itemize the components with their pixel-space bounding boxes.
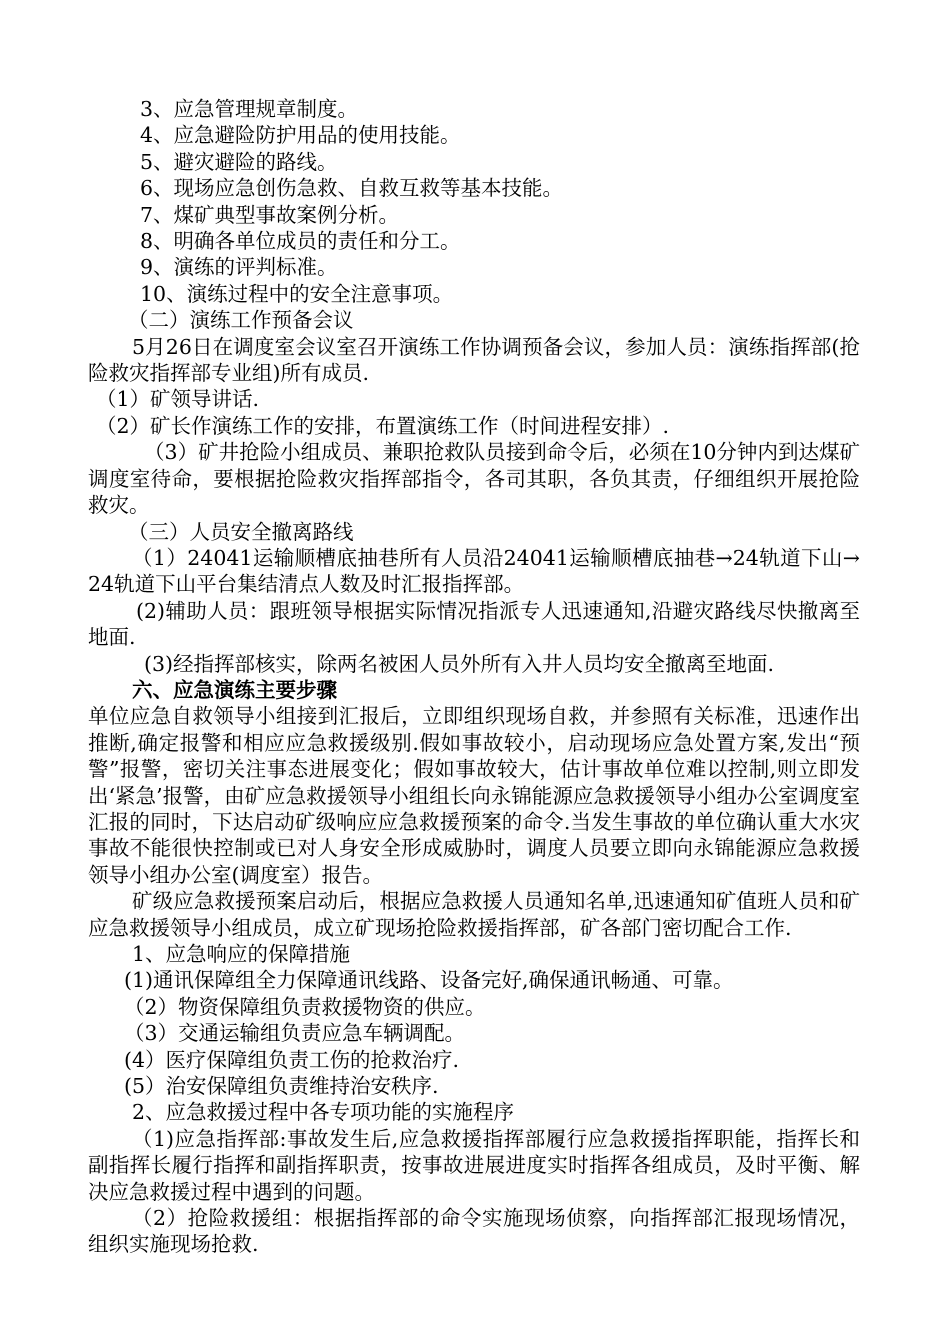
document-page — [88, 96, 860, 1258]
list-item: 9、演练的评判标准。 — [140, 255, 338, 280]
list-item: 10、演练过程中的安全注意事项。 — [140, 281, 454, 306]
section-heading: （二）演练工作预备会议 — [128, 308, 354, 333]
paragraph: （1)应急指挥部:事故发生后,应急救援指挥部履行应急救援指挥职能，指挥长和副指挥长履行指挥和副指挥职责，按事故进展进度实时指挥各组成员，及时平衡、解决应急救援过程中遇到的问题。 — [88, 1126, 860, 1204]
paragraph: 单位应急自救领导小组接到汇报后，立即组织现场自救，并参照有关标准，迅速作出推断,确定报警和相应应急救援级别.假如事故较小，启动现场应急处置方案,发出“预警”报警，密切关注事态进展变化；假如事故较大，估计事故单位难以控制,则立即发出‘紧急’报警，由矿应急救援领导小组组长向永锦能源应急救援领导小组办公室调度室汇报的同时，下达启动矿级响应应急救援预案的命令.当发生事故的单位确认重大水灾事故不能很快控制或已对人身安全形成威胁时，调度人员要立即向永锦能源应急救援领导小组办公室(调度室）报告。 — [88, 704, 860, 887]
list-item: 7、煤矿典型事故案例分析。 — [140, 202, 400, 227]
paragraph: (2)辅助人员：跟班领导根据实际情况指派专人迅速通知,沿避灾路线尽快撤离至地面. — [88, 598, 860, 650]
list-item: 8、明确各单位成员的责任和分工。 — [140, 229, 461, 254]
list-item: （2）物资保障组负责救援物资的供应。 — [124, 994, 486, 1019]
list-item: （3）交通运输组负责应急车辆调配。 — [124, 1021, 466, 1046]
paragraph: (3)经指挥部核实，除两名被困人员外所有入井人员均安全撤离至地面. — [144, 651, 775, 676]
list-item: 3、应急管理规章制度。 — [140, 97, 359, 121]
paragraph: 矿级应急救援预案启动后，根据应急救援人员通知名单,迅速通知矿值班人员和矿应急救援领导小组成员，成立矿现场抢险救援指挥部，矿各部门密切配合工作. — [88, 889, 860, 940]
list-item: （2）矿长作演练工作的安排，布置演练工作（时间进程安排）. — [96, 413, 670, 438]
paragraph: （2）抢险救援组：根据指挥部的命令实施现场侦察，向指挥部汇报现场情况，组织实施现场抢救. — [88, 1206, 860, 1257]
list-item: (4）医疗保障组负责工伤的抢救治疗. — [124, 1047, 460, 1072]
section-heading: 2、应急救援过程中各专项功能的实施程序 — [132, 1100, 515, 1125]
paragraph: （3）矿井抢险小组成员、兼职抢救队员接到命令后，必须在10分钟内到达煤矿调度室待命，要根据抢险救灾指挥部指令，各司其职，各负其责，仔细组织开展抢险救灾。 — [88, 440, 860, 518]
paragraph: （1）24041运输顺槽底抽巷所有人员沿24041运输顺槽底抽巷→24轨道下山→24轨道下山平台集结清点人数及时汇报指挥部。 — [88, 545, 860, 597]
section-title: 六、应急演练主要步骤 — [132, 677, 337, 702]
list-item: （1）矿领导讲话. — [96, 387, 260, 412]
list-item: (1)通讯保障组全力保障通讯线路、设备完好,确保通讯畅通、可靠。 — [124, 968, 734, 993]
list-item: 6、现场应急创伤急救、自救互救等基本技能。 — [140, 176, 564, 201]
paragraph: 5月26日在调度室会议室召开演练工作协调预备会议，参加人员：演练指挥部(抢险救灾指挥部专业组)所有成员. — [88, 334, 860, 386]
section-heading: （三）人员安全撤离路线 — [128, 519, 354, 544]
section-heading: 1、应急响应的保障措施 — [132, 942, 351, 966]
list-item: 4、应急避险防护用品的使用技能。 — [140, 123, 461, 148]
list-item: (5）治安保障组负责维持治安秩序. — [124, 1074, 439, 1099]
list-item: 5、避灾避险的路线。 — [140, 149, 338, 174]
